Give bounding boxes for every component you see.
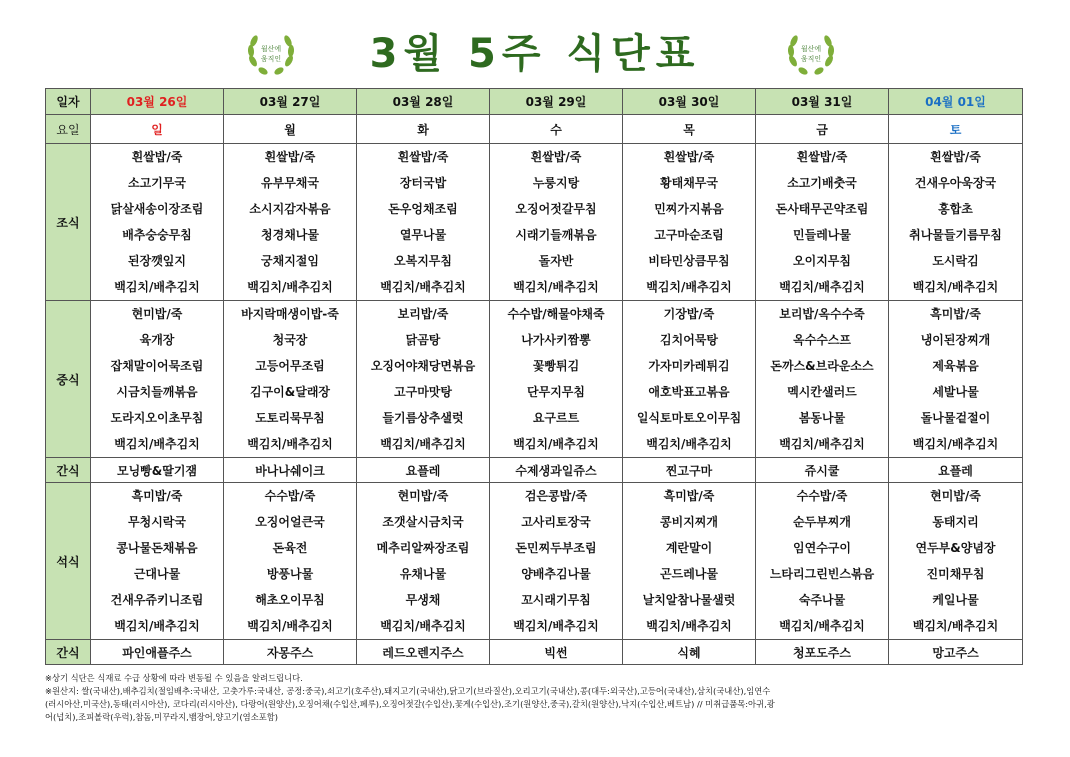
menu-item: 유부무채국 [261, 176, 319, 190]
menu-item: 진미채무침 [926, 567, 985, 581]
snack-row-snack2 [46, 640, 1023, 665]
menu-cell [623, 144, 756, 301]
menu-item: 흰쌀밥/죽 [930, 150, 981, 164]
menu-item: 장터국밥 [399, 176, 447, 190]
menu-cell [224, 144, 357, 301]
date-cell: 03월 27일 [224, 89, 357, 115]
menu-item: 수수밥/죽 [796, 489, 848, 503]
menu-cell [889, 301, 1023, 458]
menu-item: 유채나물 [399, 567, 447, 581]
menu-item: 계란말이 [665, 541, 713, 555]
menu-item: 청국장 [272, 333, 308, 347]
menu-cell [490, 144, 623, 301]
menu-item: 오복지무침 [394, 254, 452, 268]
menu-item: 콩나물돈채볶음 [116, 541, 198, 555]
svg-text:움직인: 움직인 [260, 55, 282, 63]
note-line: 어(넙치),조피볼락(우럭),참돔,미꾸라지,뱀장어,양고기(염소포함) [45, 712, 278, 722]
menu-item: 바지락매생이밥-죽 [241, 307, 339, 321]
note-line: ※상기 식단은 식재료 수급 상황에 따라 변동될 수 있음을 알려드립니다. [45, 673, 303, 683]
snack-cell: 파인애플주스 [91, 640, 224, 665]
menu-item: 김구이&달래장 [249, 385, 331, 399]
menu-item: 임연수구이 [793, 541, 851, 555]
snack-cell: 모닝빵&딸기잼 [91, 458, 224, 483]
menu-item: 백김치/배추김치 [380, 437, 466, 451]
menu-item: 조갯살시금치국 [382, 515, 464, 529]
svg-text:움직인: 움직인 [800, 55, 822, 63]
menu-item: 백김치/배추김치 [646, 280, 732, 294]
date-cell: 03월 28일 [357, 89, 490, 115]
menu-item: 백김치/배추김치 [779, 437, 865, 451]
snack-row-snack1 [46, 458, 1023, 483]
date-label: 일자 [46, 89, 91, 115]
menu-item: 곤드레나물 [660, 567, 718, 581]
menu-cell [889, 483, 1023, 640]
menu-item: 흰쌀밥/죽 [397, 150, 449, 164]
menu-item: 백김치/배추김치 [380, 619, 466, 633]
menu-item: 근대나물 [133, 567, 181, 581]
weekday-cell: 토 [889, 115, 1023, 144]
snack-cell: 자몽주스 [224, 640, 357, 665]
snack-label: 간식 [46, 640, 91, 665]
weekday-cell: 일 [91, 115, 224, 144]
menu-item: 멕시칸샐러드 [787, 385, 857, 399]
menu-item: 열무나물 [399, 228, 447, 242]
menu-item: 닭곰탕 [405, 333, 441, 347]
menu-item: 백김치/배추김치 [912, 619, 999, 633]
menu-item: 도토리묵무침 [255, 411, 325, 425]
menu-item: 누룽지탕 [532, 176, 580, 190]
menu-item: 무청시락국 [128, 515, 186, 529]
menu-item: 백김치/배추김치 [646, 437, 732, 451]
menu-item: 고사리토장국 [521, 515, 591, 529]
menu-cell [357, 144, 490, 301]
menu-item: 꽃빵튀김 [532, 359, 580, 373]
menu-item: 들기름상추샐럿 [382, 411, 464, 425]
menu-item: 백김치/배추김치 [912, 280, 999, 294]
menu-item: 백김치/배추김치 [247, 619, 333, 633]
menu-item: 흰쌀밥/죽 [663, 150, 715, 164]
snack-cell: 수제생과일쥬스 [490, 458, 623, 483]
menu-item: 취나물들기름무침 [909, 228, 1002, 242]
meal-label: 중식 [46, 301, 91, 458]
menu-cell [889, 144, 1023, 301]
menu-item: 꼬시래기무침 [521, 593, 591, 607]
weekday-cell: 목 [623, 115, 756, 144]
menu-item: 세발나물 [932, 385, 979, 399]
menu-item: 오이지무침 [793, 254, 851, 268]
menu-item: 가자미카레튀김 [648, 359, 730, 373]
menu-item: 흑미밥/죽 [131, 489, 183, 503]
menu-item: 봄동나물 [798, 411, 846, 425]
menu-item: 황태채무국 [660, 176, 718, 190]
date-cell: 03월 29일 [490, 89, 623, 115]
menu-item: 느타리그린빈스볶음 [769, 567, 875, 581]
menu-item: 고구마맛탕 [394, 385, 452, 399]
menu-item: 궁채지절임 [261, 254, 319, 268]
weekday-row [46, 115, 1023, 144]
meal-label: 석식 [46, 483, 91, 640]
menu-item: 기장밥/죽 [663, 307, 715, 321]
menu-cell [623, 483, 756, 640]
menu-cell [756, 144, 889, 301]
menu-cell [756, 483, 889, 640]
menu-item: 흰쌀밥/죽 [131, 150, 183, 164]
menu-item: 흑미밥/죽 [930, 307, 981, 321]
menu-item: 현미밥/죽 [397, 489, 449, 503]
menu-item: 시래기들깨볶음 [515, 228, 597, 242]
menu-item: 흰쌀밥/죽 [530, 150, 582, 164]
menu-item: 백김치/배추김치 [779, 280, 865, 294]
menu-item: 현미밥/죽 [930, 489, 981, 503]
menu-cell [623, 301, 756, 458]
menu-item: 건새우쥬키니조림 [110, 593, 204, 607]
menu-item: 돈까스&브라운소스 [770, 359, 874, 373]
menu-cell [224, 301, 357, 458]
menu-table [45, 88, 1023, 665]
menu-item: 돈민찌두부조림 [515, 541, 597, 555]
menu-item: 연두부&양념장 [915, 541, 996, 555]
menu-item: 돈사태무곤약조림 [775, 202, 869, 216]
note-line: ※원산지: 쌀(국내산),배추김치(절임배추:국내산, 고춧가루:국내산, 공정:중국),쇠고기(호주산),돼지고기(국내산),닭고기(브라질산),오리고기(국내산),콩(대두:외국산),고등어(국내산),삼치(국내산),임연수 [45, 686, 771, 696]
menu-item: 김치어묵탕 [660, 333, 718, 347]
menu-item: 건새우아욱장국 [914, 176, 997, 190]
menu-item: 돌자반 [538, 254, 574, 268]
weekday-cell: 월 [224, 115, 357, 144]
menu-item: 동태지리 [932, 515, 979, 529]
menu-item: 방풍나물 [266, 567, 314, 581]
date-cell: 03월 30일 [623, 89, 756, 115]
page-title: 3월 5주 식단표 [369, 31, 701, 77]
menu-item: 콩비지찌개 [660, 515, 718, 529]
menu-item: 날치알참나물샐럿 [642, 593, 736, 607]
menu-item: 오징어젓갈무침 [515, 202, 597, 216]
menu-item: 민들레나물 [793, 228, 851, 242]
date-cell: 04월 01일 [889, 89, 1023, 115]
menu-item: 배추숭숭무침 [122, 228, 192, 242]
menu-item: 소고기무국 [128, 176, 186, 190]
notes [45, 672, 1025, 724]
menu-cell [357, 301, 490, 458]
svg-text:월산에: 월산에 [260, 45, 282, 53]
snack-cell: 바나나쉐이크 [224, 458, 357, 483]
menu-item: 잡채말이어묵조림 [110, 359, 204, 373]
menu-item: 육개장 [139, 333, 175, 347]
menu-item: 홍합초 [938, 202, 973, 216]
menu-item: 시금치들깨볶음 [116, 385, 198, 399]
meal-row-lunch [46, 301, 1023, 458]
menu-item: 돈우엉채조림 [388, 202, 458, 216]
menu-item: 메추리알짜장조림 [376, 541, 470, 555]
menu-item: 흰쌀밥/죽 [796, 150, 848, 164]
weekday-cell: 수 [490, 115, 623, 144]
menu-item: 양배추김나물 [521, 567, 591, 581]
menu-item: 백김치/배추김치 [779, 619, 865, 633]
menu-item: 단무지무침 [527, 385, 585, 399]
note-line: (러시아산,미국산),동태(러시아산), 코다리(러시아산), 다랑어(원양산),오징어채(수입산,페루),오징어젓갈(수입산),꽃게(수입산),조기(원양산,중국),갈치(원양산),낙지(수입산,베트남) // 미취급품목:아귀,광 [45, 699, 775, 709]
menu-item: 백김치/배추김치 [513, 280, 599, 294]
snack-cell: 레드오렌지주스 [357, 640, 490, 665]
meal-row-breakfast [46, 144, 1023, 301]
menu-item: 보리밥/옥수수죽 [779, 307, 865, 321]
snack-cell: 청포도주스 [756, 640, 889, 665]
snack-cell: 빅썬 [490, 640, 623, 665]
menu-item: 검은콩밥/죽 [524, 489, 588, 503]
snack-cell: 식혜 [623, 640, 756, 665]
menu-item: 숙주나물 [798, 593, 846, 607]
menu-item: 민찌가지볶음 [654, 202, 724, 216]
snack-label: 간식 [46, 458, 91, 483]
menu-item: 요구르트 [532, 411, 580, 425]
weekday-label: 요일 [46, 115, 91, 144]
menu-item: 냉이된장찌개 [920, 333, 991, 347]
menu-item: 제육볶음 [932, 359, 979, 373]
menu-item: 나가사키짬뽕 [521, 333, 591, 347]
menu-cell [357, 483, 490, 640]
meal-row-dinner [46, 483, 1023, 640]
menu-cell [490, 483, 623, 640]
menu-cell [224, 483, 357, 640]
menu-item: 수수밥/해물야채죽 [507, 307, 605, 321]
menu-item: 해초오이무침 [255, 593, 325, 607]
menu-item: 백김치/배추김치 [646, 619, 732, 633]
weekday-cell: 화 [357, 115, 490, 144]
menu-item: 백김치/배추김치 [247, 280, 333, 294]
logo-right [783, 25, 839, 81]
menu-item: 고등어무조림 [255, 359, 325, 373]
menu-cell [91, 144, 224, 301]
menu-cell [91, 483, 224, 640]
weekday-cell: 금 [756, 115, 889, 144]
menu-item: 옥수수스프 [793, 333, 851, 347]
menu-item: 소시지감자볶음 [249, 202, 331, 216]
snack-cell: 요플레 [357, 458, 490, 483]
menu-item: 케일나물 [932, 593, 979, 607]
menu-item: 소고기배춧국 [787, 176, 857, 190]
date-cell: 03월 31일 [756, 89, 889, 115]
menu-item: 된장깻잎지 [128, 254, 186, 268]
menu-item: 고구마순조림 [654, 228, 724, 242]
menu-item: 흑미밥/죽 [663, 489, 715, 503]
menu-item: 백김치/배추김치 [114, 619, 200, 633]
menu-item: 돌나물겉절이 [920, 411, 991, 425]
menu-item: 닭살새송이장조림 [110, 202, 204, 216]
menu-item: 도라지오이초무침 [110, 411, 204, 425]
menu-item: 순두부찌개 [793, 515, 851, 529]
menu-item: 백김치/배추김치 [247, 437, 333, 451]
menu-item: 오징어야채당면볶음 [370, 359, 476, 373]
snack-cell: 요플레 [889, 458, 1023, 483]
menu-item: 백김치/배추김치 [513, 619, 599, 633]
menu-item: 백김치/배추김치 [380, 280, 466, 294]
menu-item: 도시락김 [932, 254, 979, 268]
menu-cell [490, 301, 623, 458]
menu-item: 비타민상큼무침 [648, 254, 730, 268]
menu-item: 오징어얼큰국 [255, 515, 325, 529]
meal-label: 조식 [46, 144, 91, 301]
snack-cell: 쥬시쿨 [756, 458, 889, 483]
menu-item: 현미밥/죽 [131, 307, 183, 321]
menu-item: 백김치/배추김치 [513, 437, 599, 451]
menu-item: 흰쌀밥/죽 [264, 150, 316, 164]
menu-item: 일식토마토오이무침 [636, 411, 742, 425]
menu-cell [91, 301, 224, 458]
snack-cell: 찐고구마 [623, 458, 756, 483]
snack-cell: 망고주스 [889, 640, 1023, 665]
date-cell: 03월 26일 [91, 89, 224, 115]
menu-item: 백김치/배추김치 [912, 437, 999, 451]
menu-item: 무생채 [405, 593, 441, 607]
menu-item: 수수밥/죽 [264, 489, 316, 503]
menu-item: 백김치/배추김치 [114, 437, 200, 451]
menu-item: 보리밥/죽 [397, 307, 449, 321]
menu-item: 청경채나물 [261, 228, 319, 242]
menu-item: 백김치/배추김치 [114, 280, 200, 294]
menu-item: 돈육전 [272, 541, 308, 555]
menu-cell [756, 301, 889, 458]
date-row [46, 89, 1023, 115]
svg-text:월산에: 월산에 [800, 45, 822, 53]
menu-item: 애호박표고볶음 [648, 385, 730, 399]
